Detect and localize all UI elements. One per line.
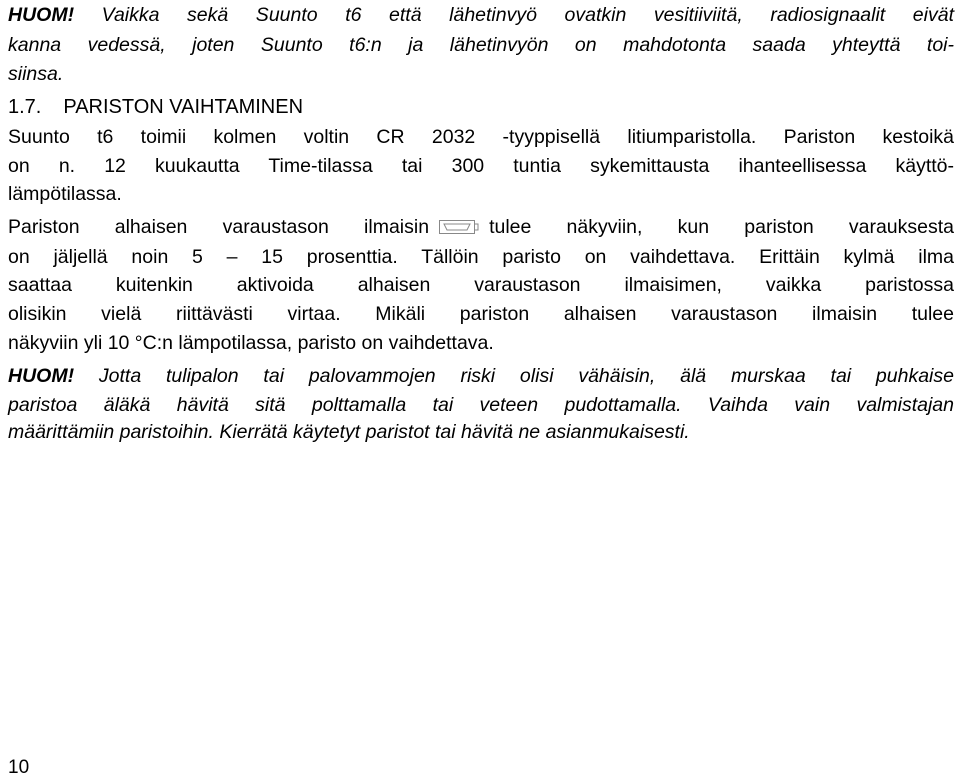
note-line: kanna vedessä, joten Suunto t6:n ja lähetinvyön on mahdotonta saada yhteyttä toi- bbox=[8, 34, 954, 56]
note-label: HUOM! bbox=[8, 4, 75, 26]
note-line bbox=[8, 364, 954, 388]
text: tulee näkyviin, kun pariston varauksesta bbox=[489, 216, 955, 238]
note-line: määrittämiin paristoihin. Kierrätä käytetyt paristot tai hävitä ne asianmukaisesti. bbox=[8, 421, 690, 443]
section-title: PARISTON VAIHTAMINEN bbox=[63, 96, 304, 118]
text-line: on n. 12 kuukautta Time-tilassa tai 300 tuntia sykemittausta ihanteellisessa käyttö- bbox=[8, 155, 954, 177]
note-text: Vaikka sekä Suunto t6 että lähetinvyö ovatkin vesitiiviitä, radiosignaalit eivät bbox=[74, 4, 954, 26]
text-line: lämpötilassa. bbox=[8, 183, 122, 205]
note-line: siinsa. bbox=[8, 63, 64, 85]
note-line: paristoa äläkä hävitä sitä polttamalla tai veteen pudottamalla. Vaihda vain valmistajan bbox=[8, 394, 954, 416]
text-line: on jäljellä noin 5 – 15 prosenttia. Tällöin paristo on vaihdettava. Erittäin kylmä ilma bbox=[8, 246, 954, 268]
text-line: olisikin vielä riittävästi virtaa. Mikäli pariston alhaisen varaustason ilmaisin tulee bbox=[8, 303, 954, 325]
text-line: saattaa kuitenkin aktivoida alhaisen varaustason ilmaisimen, vaikka paristossa bbox=[8, 274, 954, 296]
text-line: näkyviin yli 10 °C:n lämpotilassa, paristo on vaihdettava. bbox=[8, 332, 494, 354]
text-line bbox=[8, 215, 954, 239]
section-number: 1.7. bbox=[8, 96, 42, 118]
note-text: Jotta tulipalon tai palovammojen riski olisi vähäisin, älä murskaa tai puhkaise bbox=[74, 365, 954, 387]
section-heading bbox=[8, 95, 954, 119]
low-battery-icon bbox=[439, 216, 479, 230]
text: Pariston alhaisen varaustason ilmaisin bbox=[8, 216, 430, 238]
text-line: Suunto t6 toimii kolmen voltin CR 2032 -tyyppisellä litiumparistolla. Pariston kestoikä bbox=[8, 126, 954, 148]
page-number: 10 bbox=[8, 757, 30, 778]
note-label: HUOM! bbox=[8, 365, 75, 387]
note-line bbox=[8, 3, 954, 27]
